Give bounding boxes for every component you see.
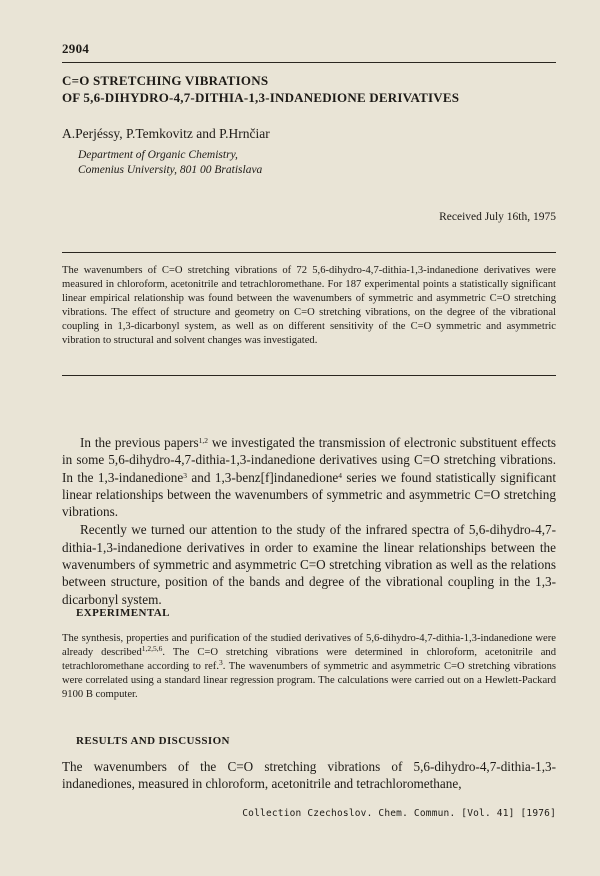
affiliation: [78, 148, 262, 178]
intro-paragraph-1: In the previous papers$^{1,2}$ we investigated the transmission of electronic substituent effects in some 5,6-dihydro-4,7-dithia-1,3-indanedione derivatives using C=O stretching vibrations. In the 1,3-indanedione$^3$ and 1,3-benz[f]indanedione$^4$ series we found statistically significant linear relationships between the wavenumbers of symmetric and asymmetric C=O stretching vibrations.: [62, 435, 556, 520]
abstract-top-rule: [62, 252, 556, 253]
citation: 1,2: [198, 436, 208, 445]
introduction: [62, 434, 556, 608]
authors: A.Perjéssy, P.Temkovitz and P.Hrnčiar: [62, 126, 270, 141]
citation: 4: [338, 470, 343, 480]
results-heading: RESULTS AND DISCUSSION: [76, 735, 230, 747]
affiliation-line-2: Comenius University, 801 00 Bratislava: [78, 164, 263, 176]
experimental-heading: EXPERIMENTAL: [76, 607, 170, 619]
received-date: Received July 16th, 1975: [439, 211, 556, 223]
title-line-2: OF 5,6-DIHYDRO-4,7-DITHIA-1,3-INDANEDIONE DERIVATIVES: [62, 90, 460, 105]
experimental-text: The synthesis, properties and purification of the studied derivatives of 5,6-dihydro-4,7-dithia-1,3-indanedione were already described$^{1,2,5,6}$. The C=O stretching vibrations were determined in chloroform, acetonitrile and tetrachloromethane according to ref.$^3$. The wavenumbers of symmetric and asymmetric C=O stretching vibrations were correlated using a standard linear regression program. The calculations were carried out on a Hewlett-Packard 9100 B computer.: [62, 633, 556, 700]
header-rule: [62, 62, 556, 63]
abstract-bottom-rule: [62, 375, 556, 376]
citation: 1,2,5,6: [141, 643, 163, 653]
intro-paragraph-2: Recently we turned our attention to the study of the infrared spectra of 5,6-dihydro-4,7-dithia-1,3-indanedione derivatives in order to examine the linear relationships between the wavenumbers of symmetric and asymmetric C=O stretching vibration as well as the relations between structure, position of the bands and degree of the vibrational coupling in the 1,3-dicarbonyl system.: [62, 522, 556, 607]
results-text: The wavenumbers of the C=O stretching vibrations of 5,6-dihydro-4,7-dithia-1,3-indanediones, measured in chloroform, acetonitrile and tetrachloromethane,: [62, 759, 556, 792]
journal-footer: Collection Czechoslov. Chem. Commun. [Vol. 41] [1976]: [242, 808, 556, 819]
affiliation-line-1: Department of Organic Chemistry,: [78, 149, 238, 161]
citation: 3: [218, 657, 223, 667]
page-number: 2904: [62, 41, 90, 56]
abstract: The wavenumbers of C=O stretching vibrations of 72 5,6-dihydro-4,7-dithia-1,3-indanedione derivatives were measured in chloroform, acetonitrile and tetrachloromethane. For 187 experimental points a statistically significant linear empirical relationship was found between the wavenumbers of symmetric and asymmetric C=O stretching vibrations. The effect of structure and geometry on C=O stretching vibrations, on the degree of the vibrational coupling in 1,3-dicarbonyl system, as well as on different sensitivity of the C=O symmetric and asymmetric vibration to structural and solvent changes was investigated.: [62, 265, 556, 346]
title-line-1: C=O STRETCHING VIBRATIONS: [62, 73, 269, 88]
article-title: [62, 72, 556, 106]
citation: 3: [183, 470, 187, 480]
